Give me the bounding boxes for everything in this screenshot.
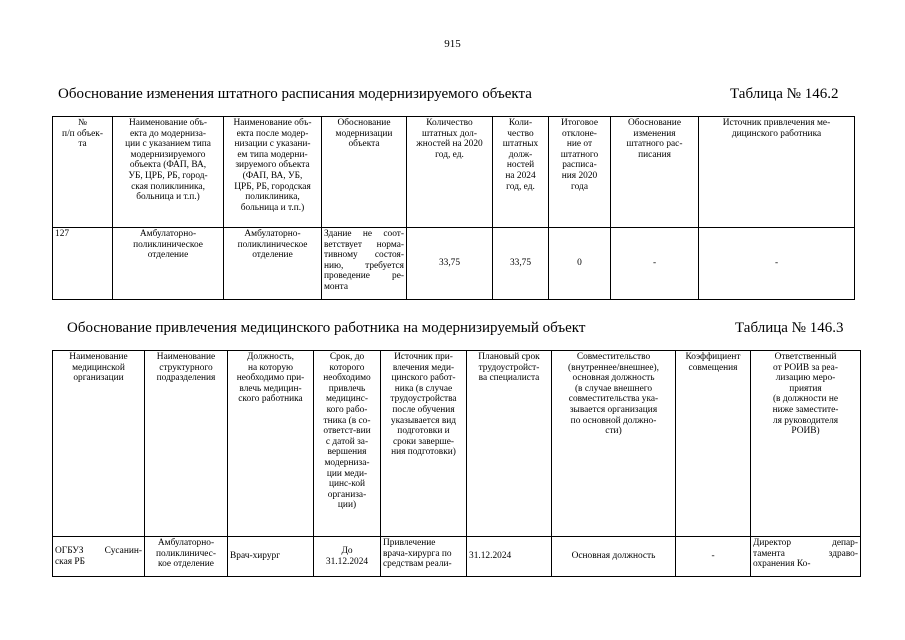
table2-header-combination [552, 351, 676, 537]
text-line: жностей на 2020 [416, 139, 483, 150]
text-line: екта после модер- [236, 128, 309, 139]
text-line: УБ, ЦРБ, РБ, город- [128, 170, 208, 181]
text-line: Количество [426, 118, 473, 128]
table1-header-count-2024 [493, 117, 549, 228]
text-line: сроки заверше- [392, 436, 455, 447]
text-line: больница и т.п.) [136, 192, 200, 203]
table2 [52, 350, 861, 577]
text-line: Обоснование [337, 118, 391, 128]
text-line: монта [324, 281, 349, 292]
page-number: 915 [444, 38, 461, 50]
text-line: ем типа модерни- [237, 149, 308, 160]
text-line: поликлиника, [245, 192, 300, 203]
text-line: отклоне- [562, 128, 597, 139]
text-line: ника (в случае [394, 383, 453, 394]
table2-cell-combination: Основная должность [552, 537, 676, 577]
text-line: (в случае внешнего [574, 383, 653, 394]
text-line: поликлиническое [237, 239, 308, 250]
text-line: низации с указани- [234, 139, 311, 150]
table2-label: Таблица № 146.3 [735, 320, 844, 336]
text-line: влечь медицин- [239, 383, 302, 394]
text-line: основная должность [572, 373, 655, 384]
table2-cell-subdivision [145, 537, 228, 577]
text-line: Здание не соот- [324, 229, 404, 239]
text-line: структурного [159, 362, 213, 373]
text-line: трудоустройства [390, 394, 457, 405]
table1-cell-after [224, 228, 322, 300]
text-line: трудоустройст- [478, 362, 540, 373]
table1-header-after [224, 117, 322, 228]
text-line: ции с указанием типа [125, 139, 211, 150]
table1-header-deviation [549, 117, 611, 228]
table1-cell-num: 127 [53, 228, 113, 300]
text-line: больница и т.п.) [240, 202, 305, 213]
text-line: модерниза- [324, 457, 370, 468]
text-line: долж- [508, 149, 533, 160]
text-line: та [78, 139, 87, 150]
text-line: ции меди- [326, 468, 368, 479]
table-row [53, 228, 855, 300]
table1-header-before [113, 117, 224, 228]
text-line: Итоговое [560, 118, 599, 128]
text-line: кое отделение [158, 559, 214, 570]
text-line: медицинс- [325, 394, 369, 405]
text-line: До [341, 545, 353, 556]
table1-cell-deviation: 0 [549, 228, 611, 300]
text-line: екта до модерниза- [129, 128, 207, 139]
text-line: отделение [252, 250, 293, 261]
text-line: поликлиническое [133, 239, 203, 250]
text-line: модернизации [335, 128, 393, 139]
text-line: ния подготовки) [391, 447, 456, 458]
table2-cell-org [53, 537, 145, 577]
text-line: писания [638, 149, 671, 160]
text-line: охранения Ко- [753, 559, 811, 570]
text-line: лизацию меро- [775, 373, 836, 384]
text-line: с датой за- [325, 436, 369, 447]
table2-header-deadline [314, 351, 381, 537]
text-line: нию, требуется [324, 260, 404, 271]
text-line: организа- [327, 489, 367, 500]
table1-header-reason [322, 117, 407, 228]
text-line: от РОИВ за реа- [773, 362, 838, 373]
text-line: Должность, [247, 352, 294, 362]
text-line: ва специалиста [478, 373, 540, 384]
table2-header-subdivision [145, 351, 228, 537]
text-line: Источник привлечения ме- [722, 118, 831, 128]
text-line: тника (в со- [323, 415, 371, 426]
table1-cell-reason [322, 228, 407, 300]
text-line: год, ед. [506, 181, 535, 192]
text-line: указывается вид [390, 415, 457, 426]
text-line: необходимо [323, 373, 371, 384]
text-line: № [78, 118, 87, 128]
text-line: ская РБ [55, 556, 85, 567]
text-line: тамента здраво- [753, 548, 858, 559]
text-line: Ответственный [774, 352, 837, 362]
text-line: вершения [327, 447, 367, 458]
text-line: на 2024 [505, 170, 536, 181]
text-line: которого [329, 362, 365, 373]
table1-header-change-reason [611, 117, 699, 228]
text-line: Обоснование [628, 118, 681, 128]
table1-header-source [699, 117, 855, 228]
table1-header-num [53, 117, 113, 228]
text-line: проведение ре- [324, 271, 404, 282]
table2-header-coefficient [676, 351, 751, 537]
text-line: зывается организация [569, 404, 658, 415]
text-line: п/п объек- [62, 128, 103, 139]
table2-cell-coefficient: - [676, 537, 751, 577]
text-line: влечения меди- [392, 362, 455, 373]
table2-header-source [381, 351, 467, 537]
text-line: сти) [605, 426, 622, 437]
text-line: дицинского работника [731, 128, 822, 139]
text-line: штатных [502, 139, 539, 150]
text-line: цинского работ- [391, 373, 456, 384]
text-line: ветствует норма- [324, 239, 404, 250]
table1-cell-count-2024: 33,75 [493, 228, 549, 300]
text-line: кого рабо- [326, 404, 368, 415]
text-line: Амбулаторно- [244, 229, 301, 239]
table1-cell-change-reason: - [611, 228, 699, 300]
text-line: Привлечение [383, 538, 436, 548]
text-line: медицинской [72, 362, 125, 373]
table-row [53, 537, 861, 577]
table2-header-planned-date [467, 351, 552, 537]
text-line: ции) [337, 500, 357, 511]
table1-header-row [53, 117, 855, 228]
text-line: Наименование объ- [129, 118, 207, 128]
text-line: по основной должно- [570, 415, 657, 426]
text-line: средствам реали- [383, 559, 452, 570]
table2-title: Обоснование привлечения медицинского работника на модернизируемый объект [67, 320, 586, 336]
table2-header-row [53, 351, 861, 537]
text-line: штатного рас- [626, 139, 683, 150]
text-line: РОИВ) [791, 426, 820, 437]
text-line: Наименование [156, 352, 216, 362]
text-line: ответст-вии [323, 426, 371, 437]
text-line: ская поликлиника, [131, 181, 205, 192]
text-line: Коли- [508, 118, 533, 128]
table1-cell-source: - [699, 228, 855, 300]
text-line: штатного [560, 149, 599, 160]
text-line: ЦРБ, РБ, городская [234, 181, 311, 192]
text-line: ние от [566, 139, 593, 150]
text-line: Директор депар- [753, 538, 858, 548]
text-line: модернизируемого [130, 149, 206, 160]
table2-header-responsible [751, 351, 861, 537]
text-line: ностей [506, 160, 535, 171]
text-line: подготовки и [397, 426, 450, 437]
text-line: поликлиничес- [156, 548, 216, 559]
text-line: цинс-кой [328, 479, 366, 490]
table1-header-count-2020 [407, 117, 493, 228]
text-line: Коэффициент [685, 352, 741, 362]
text-line: подразделения [156, 373, 216, 384]
text-line: года [571, 181, 588, 192]
text-line: после обучения [392, 404, 455, 415]
text-line: Амбулаторно- [157, 538, 215, 548]
text-line: приятия [789, 383, 822, 394]
text-line: ниже заместите- [772, 404, 839, 415]
table1-title: Обоснование изменения штатного расписания модернизируемого объекта [58, 86, 532, 102]
text-line: объекта (ФАП, ВА, [129, 160, 207, 171]
text-line: отделение [147, 250, 189, 261]
table1-label: Таблица № 146.2 [730, 86, 839, 102]
text-line: штатных дол- [422, 128, 477, 139]
text-line: организации [73, 373, 124, 384]
text-line: объекта [348, 139, 380, 150]
text-line: Плановый срок [478, 352, 540, 362]
text-line: ния 2020 [561, 170, 598, 181]
text-line: расписа- [562, 160, 597, 171]
text-line: 31.12.2024 [325, 556, 369, 567]
text-line: (в должности не [772, 394, 839, 405]
text-line: привлечь [328, 383, 366, 394]
text-line: Наименование [69, 352, 128, 362]
text-line: необходимо при- [236, 373, 305, 384]
text-line: зируемого объекта [235, 160, 310, 171]
text-line: изменения [633, 128, 676, 139]
table2-cell-source [381, 537, 467, 577]
text-line: тивному состоя- [324, 250, 404, 261]
text-line: (внутреннее/внешнее), [568, 362, 659, 373]
text-line: Срок, до [329, 352, 365, 362]
text-line: Источник при- [394, 352, 453, 362]
text-line: совмещения [688, 362, 738, 373]
text-line: год, ед. [435, 149, 464, 160]
text-line: Амбулаторно- [139, 229, 197, 239]
table2-cell-planned-date: 31.12.2024 [467, 537, 552, 577]
text-line: чество [507, 128, 534, 139]
table2-header-position [228, 351, 314, 537]
text-line: врача-хирурга по [383, 548, 452, 559]
table1 [52, 116, 855, 300]
text-line: (ФАП, ВА, УБ, [242, 170, 303, 181]
table2-cell-deadline [314, 537, 381, 577]
table2-cell-position: Врач-хирург [228, 537, 314, 577]
text-line: на которую [247, 362, 294, 373]
text-line: Совместительство [576, 352, 651, 362]
text-line: Наименование объ- [233, 118, 312, 128]
table2-header-org [53, 351, 145, 537]
table1-cell-count-2020: 33,75 [407, 228, 493, 300]
table1-cell-before [113, 228, 224, 300]
text-line: ского работника [238, 394, 303, 405]
text-line: ля руководителя [772, 415, 839, 426]
table2-cell-responsible [751, 537, 861, 577]
text-line: совместительства ука- [568, 394, 659, 405]
text-line: ОГБУЗ Сусанин- [55, 545, 142, 556]
